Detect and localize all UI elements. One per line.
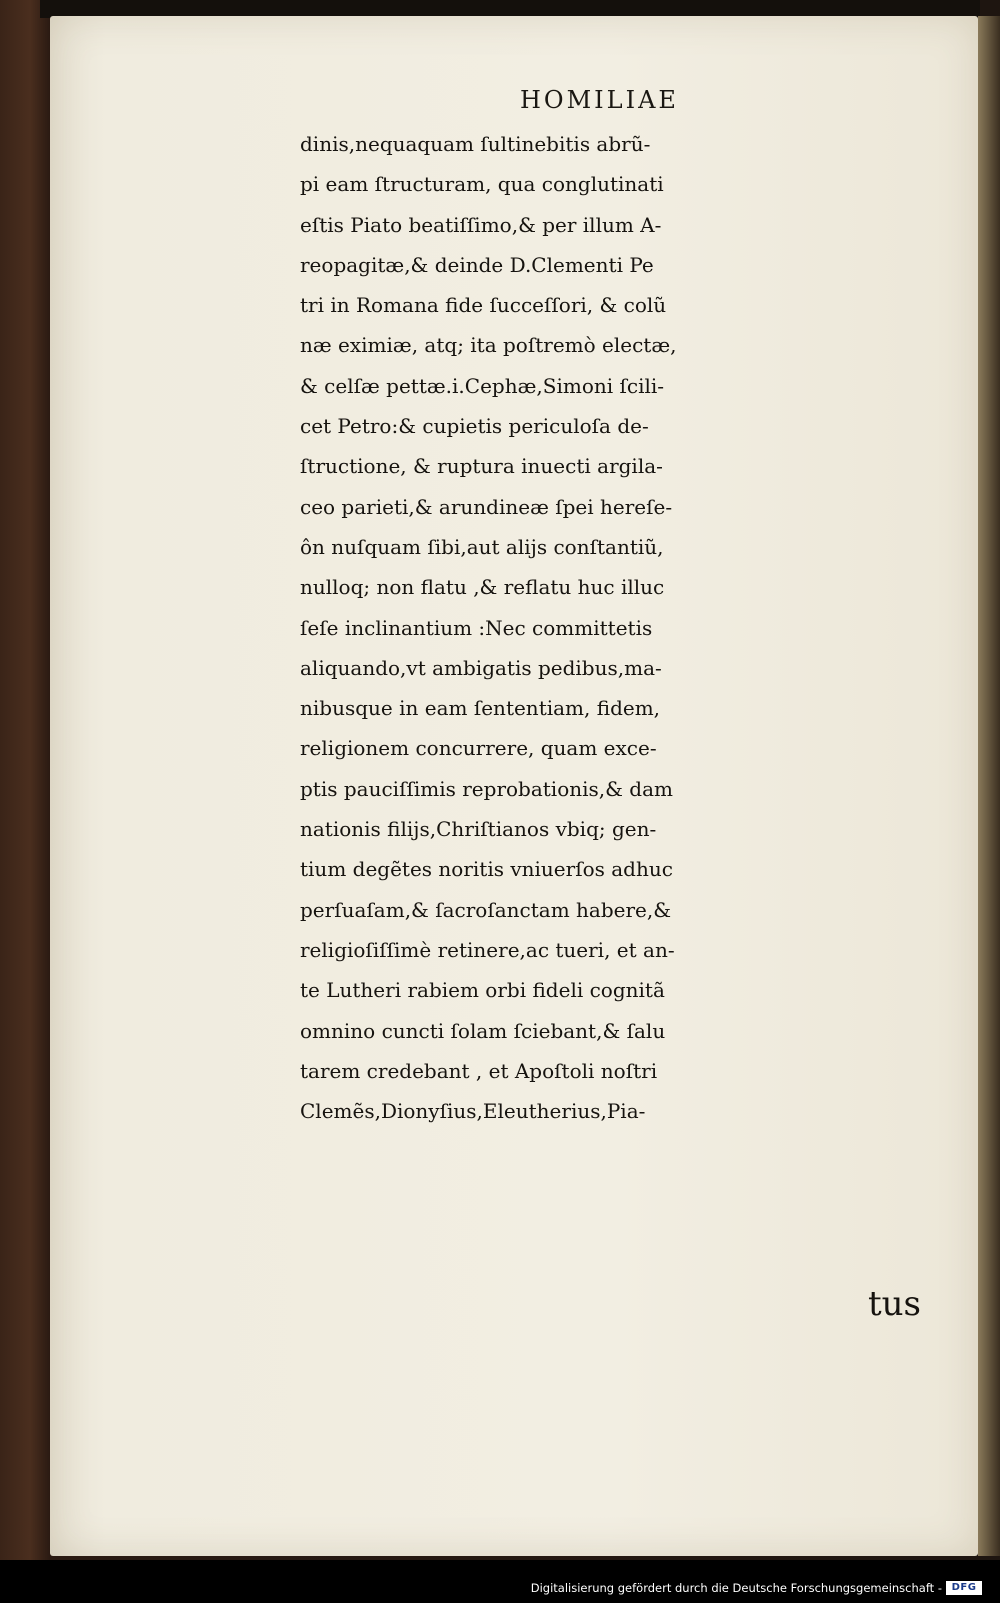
catchword: tus xyxy=(868,1284,922,1324)
text-line: dinis,nequaquam ſultinebitis abrũ- xyxy=(300,132,651,156)
text-line: tri in Romana fide ſucceſſori, & colũ xyxy=(300,293,667,318)
text-line: aliquando,vt ambigatis pedibus,ma- xyxy=(300,655,662,680)
text-line: nibusque in eam ſententiam, fidem, xyxy=(300,696,661,721)
text-line: tarem credebant , et Apoſtoli noſtri xyxy=(300,1058,658,1083)
text-line: te Lutheri rabiem orbi fideli cognitã xyxy=(300,978,665,1003)
text-line: reopagitæ,& deinde D.Clementi Pe xyxy=(300,252,654,277)
text-line: & celſæ pettæ.i.Cephæ,Simoni ſcili- xyxy=(300,373,665,398)
text-line: religioſiſſimè retinere,ac tueri, et an- xyxy=(300,937,675,962)
digitization-credit: Digitalisierung gefördert durch die Deutsche Forschungsgemeinschaft - xyxy=(530,1581,942,1595)
text-line: religionem concurrere, quam exce- xyxy=(300,736,657,761)
page-edge-right xyxy=(978,16,1000,1556)
text-line: eſtis Piato beatiſſimo,& per illum A- xyxy=(300,212,662,237)
text-line: ceo parieti,& arundineæ ſpei hereſe- xyxy=(300,494,673,519)
body-text xyxy=(300,124,940,1131)
dfg-logo: DFG xyxy=(946,1581,982,1595)
text-line: ptis pauciſſimis reprobationis,& dam xyxy=(300,776,673,801)
text-line: nationis filijs,Chriſtianos vbiq; gen- xyxy=(300,817,657,842)
running-head: HOMILIAE xyxy=(520,86,679,114)
text-line: ſeſe inclinantium :Nec committetis xyxy=(300,615,653,640)
text-line: pi eam ſtructuram, qua conglutinati xyxy=(300,172,664,197)
text-line: ſtructione, & ruptura inuecti argila- xyxy=(300,454,663,479)
text-line: ôn nuſquam ſibi,aut alijs conſtantiũ, xyxy=(300,534,664,559)
text-line: tium degẽtes noritis vniuerſos adhuc xyxy=(300,857,673,882)
text-line: nulloq; non flatu ,& reflatu huc illuc xyxy=(300,575,665,600)
text-line: cet Petro:& cupietis periculoſa de- xyxy=(300,414,649,439)
text-line: perſuaſam,& ſacroſanctam habere,& xyxy=(300,897,672,922)
text-line: Clemẽs,Dionyſius,Eleutherius,Pia- xyxy=(300,1099,646,1124)
text-line: omnino cuncti ſolam ſciebant,& ſalu xyxy=(300,1018,666,1043)
text-line: næ eximiæ, atq; ita poſtremò electæ, xyxy=(300,333,677,358)
